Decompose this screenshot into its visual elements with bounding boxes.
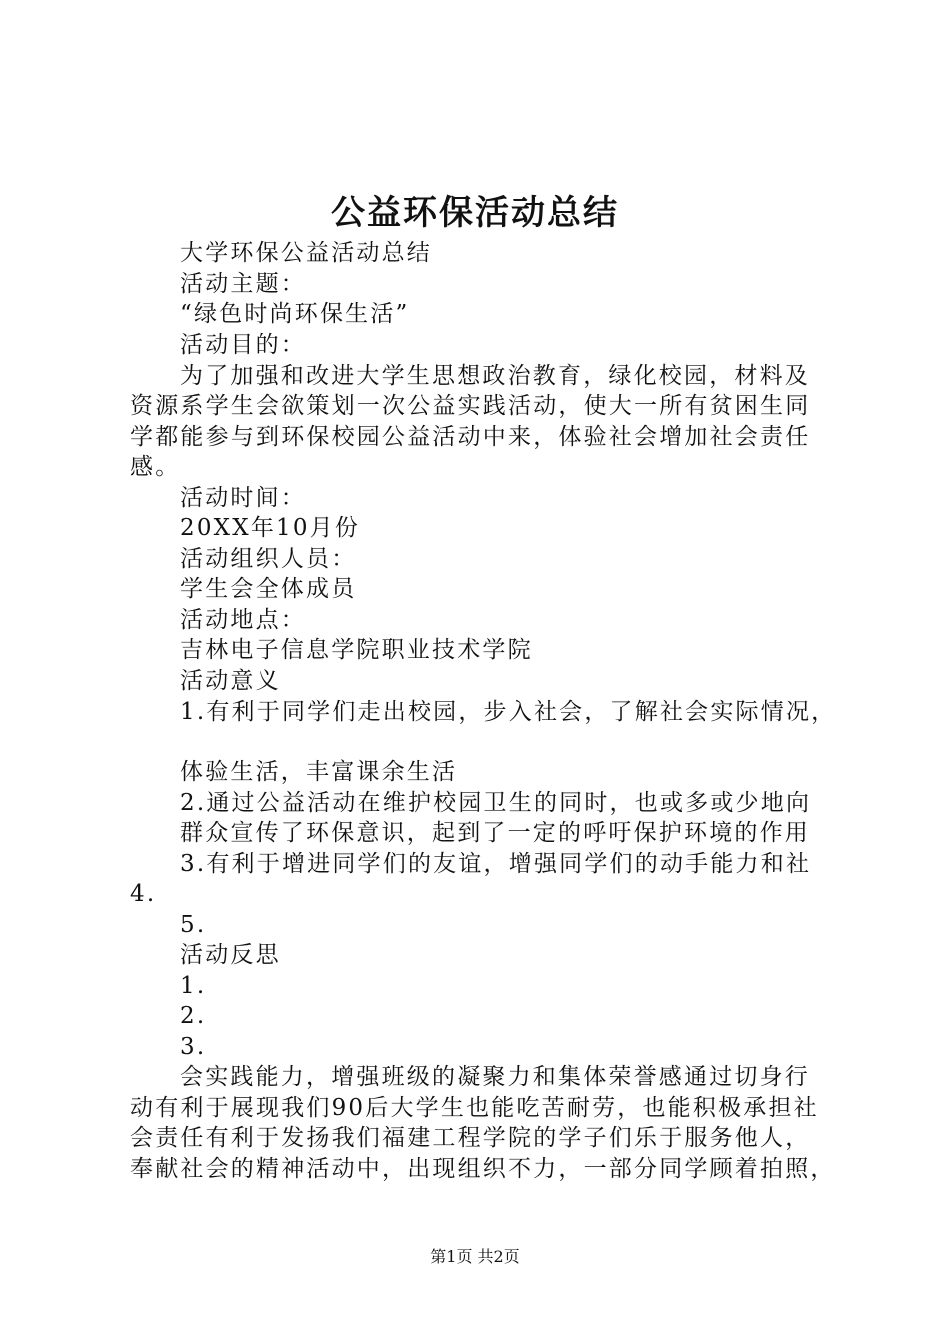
list-item: 2. <box>180 1003 207 1029</box>
paragraph-line: 为了加强和改进大学生思想政治教育，绿化校园，材料及 <box>180 363 810 389</box>
paragraph-line: 学都能参与到环保校园公益活动中来，体验社会增加社会责任 <box>130 424 811 450</box>
paragraph-line: 资源系学生会欲策划一次公益实践活动，使大一所有贫困生同 <box>130 393 811 419</box>
list-item: 4. <box>130 881 157 907</box>
list-item: 1. <box>180 973 207 999</box>
text-line: 吉林电子信息学院职业技术学院 <box>180 637 533 663</box>
list-item: 1.有利于同学们走出校园，步入社会，了解社会实际情况， <box>180 699 837 725</box>
paragraph-line: 感。 <box>130 454 181 480</box>
list-item: 3.有利于增进同学们的友谊，增强同学们的动手能力和社 <box>180 851 812 877</box>
page-number-footer: 第1页 共2页 <box>430 1247 520 1266</box>
text-line: 活动主题： <box>180 271 306 297</box>
paragraph-line: 动有利于展现我们90后大学生也能吃苦耐劳，也能积极承担社 <box>130 1095 819 1121</box>
paragraph-line: 会责任有利于发扬我们福建工程学院的学子们乐于服务他人， <box>130 1125 811 1151</box>
text-line: 活动反思 <box>180 942 281 968</box>
text-line: 活动地点： <box>180 607 306 633</box>
text-line: 学生会全体成员 <box>180 576 357 602</box>
text-line: 活动时间： <box>180 485 306 511</box>
text-line: “绿色时尚环保生活” <box>180 301 410 327</box>
text-line: 体验生活，丰富课余生活 <box>180 759 458 785</box>
document-title: 公益环保活动总结 <box>331 193 619 233</box>
text-line: 20XX年10月份 <box>180 515 361 541</box>
list-item: 2.通过公益活动在维护校园卫生的同时，也或多或少地向 <box>180 790 812 816</box>
subtitle-line: 大学环保公益活动总结 <box>180 240 432 266</box>
list-item: 5. <box>180 912 207 938</box>
paragraph-line: 奉献社会的精神活动中，出现组织不力，一部分同学顾着拍照， <box>130 1156 836 1182</box>
text-line: 活动意义 <box>180 668 281 694</box>
text-line: 群众宣传了环保意识，起到了一定的呼吁保护环境的作用 <box>180 820 810 846</box>
text-line: 活动目的： <box>180 332 306 358</box>
list-item: 3. <box>180 1034 207 1060</box>
text-line: 活动组织人员： <box>180 546 357 572</box>
paragraph-line: 会实践能力，增强班级的凝聚力和集体荣誉感通过切身行 <box>180 1064 810 1090</box>
